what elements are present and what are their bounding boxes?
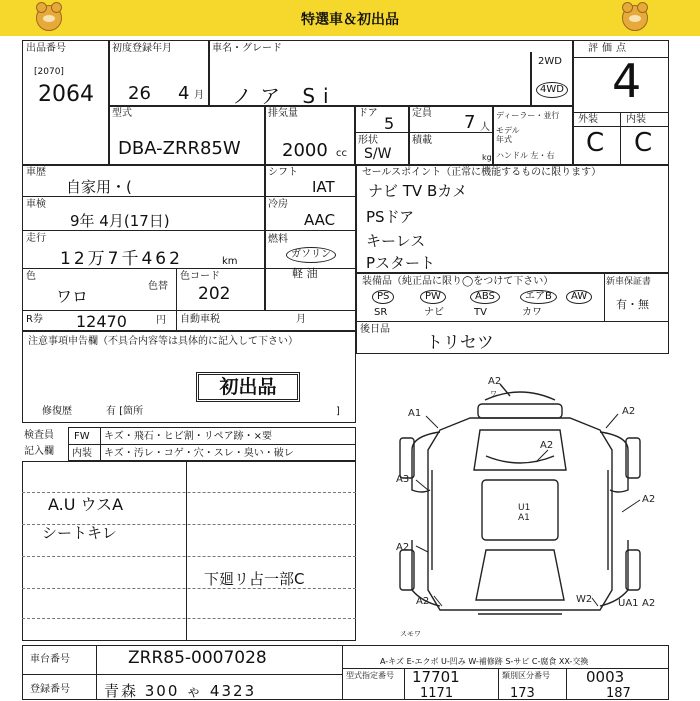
- load-label: 積載: [412, 135, 432, 146]
- displacement-unit: cc: [336, 148, 347, 159]
- lot-number-label: 出品番号: [26, 43, 66, 54]
- shape-label: 形状: [358, 135, 378, 146]
- class-value: 0003: [586, 668, 625, 686]
- handwritten-notes-box: [22, 461, 356, 641]
- recycle-label: R券: [26, 314, 43, 325]
- damage-mark: U1: [518, 503, 531, 513]
- equip-tv: TV: [474, 307, 487, 318]
- dimension-width: 173: [510, 686, 535, 701]
- first-registration-month: 4: [178, 83, 190, 104]
- ac-value: AAC: [304, 211, 336, 229]
- damage-mark: A2: [622, 406, 636, 417]
- evaluation-label: 評価点: [588, 43, 630, 54]
- registration-value: 青森 300 ゃ 4323: [104, 682, 257, 700]
- fuel-alt: 軽 油: [292, 267, 318, 280]
- equipment-label: 装備品（純正品に限り◯をつけて下さい）: [362, 276, 554, 287]
- recycle-unit: 円: [156, 315, 166, 326]
- notes-label: 注意事項申告欄（不具合内容等は具体的に記入して下さい）: [28, 336, 298, 347]
- tax-month-unit: 月: [296, 314, 306, 325]
- damage-mark: A2: [396, 542, 410, 553]
- damage-mark: UA1: [618, 598, 639, 609]
- interior-label: 内装: [626, 114, 646, 125]
- drive-4wd-circled: 4WD: [536, 82, 568, 98]
- drive-2wd: 2WD: [538, 56, 562, 67]
- cert-value: 17701: [412, 668, 460, 686]
- handwritten-note: シートキレ: [42, 524, 117, 542]
- damage-legend: A-キズ E-エクボ U-凹み W-補修跡 S-サビ C-腐食 XX-交換: [380, 657, 589, 666]
- shift-label: シフト: [268, 167, 298, 178]
- equip-aw: AW: [566, 290, 592, 304]
- color-swap-label: 色替: [148, 281, 168, 292]
- first-registration-label: 初度登録年月: [112, 43, 172, 54]
- color-code-value: 202: [198, 284, 231, 304]
- equip-sr: SR: [374, 307, 388, 318]
- repair-history-label: 修復歴: [42, 406, 72, 417]
- handwritten-note: A.U ウスA: [48, 495, 124, 514]
- history-value: 自家用・(: [66, 178, 132, 196]
- damage-mark: A1: [518, 513, 530, 523]
- equip-pw: PW: [420, 290, 446, 304]
- exterior-grade: C: [586, 128, 605, 158]
- damage-mark: A1: [408, 408, 422, 419]
- seats-value: 7: [464, 112, 476, 133]
- later-items-value: トリセツ: [426, 333, 494, 353]
- car-name-label: 車名・グレード: [212, 43, 282, 54]
- damage-mark: A2: [488, 376, 502, 387]
- dimension-length: 1171: [420, 686, 454, 701]
- damage-mark: A2: [642, 598, 656, 609]
- interior-check-items: キズ・汚レ・コゲ・穴・スレ・臭い・破レ: [104, 448, 294, 459]
- interior-check-label: 内装: [72, 448, 92, 459]
- interior-grade: C: [634, 128, 653, 158]
- registration-label: 登録番号: [30, 684, 70, 695]
- color-code-label: 色コード: [180, 271, 220, 282]
- equip-abs: ABS: [470, 290, 500, 304]
- dimension-height: 187: [606, 686, 631, 701]
- mileage-value: 12万7千462: [60, 249, 183, 269]
- repair-history-close: ]: [336, 406, 340, 417]
- inspector-label: 検査員: [24, 430, 54, 441]
- tax-label: 自動車税: [180, 314, 220, 325]
- chassis-label: 車台番号: [30, 654, 70, 665]
- later-items-label: 後日品: [360, 324, 390, 335]
- selling-point-item: キーレス: [366, 232, 426, 250]
- seats-unit: 人: [480, 122, 490, 133]
- model-value: DBA-ZRR85W: [118, 138, 241, 159]
- lot-code: [2070]: [34, 67, 64, 77]
- fuel-label: 燃料: [268, 234, 288, 245]
- cert-label: 型式指定番号: [346, 671, 394, 680]
- model-label: 型式: [112, 108, 132, 119]
- damage-mark: A2: [642, 494, 656, 505]
- seats-label: 定員: [412, 108, 432, 119]
- fuel-value-circled: ガソリン: [286, 247, 336, 263]
- history-label: 車歴: [26, 167, 46, 178]
- selling-point-item: ナビ TV Bカメ: [368, 182, 468, 200]
- damage-mark: ワ: [490, 390, 497, 398]
- car-damage-diagram: [360, 370, 670, 640]
- fw-label: FW: [74, 431, 90, 442]
- model-year-label: モデル年式: [496, 126, 520, 144]
- door-label: ドア: [358, 108, 378, 119]
- equip-airbag: エアB: [520, 290, 557, 304]
- color-value: ワロ: [56, 287, 89, 306]
- repair-history-value: 有 [箇所: [106, 406, 144, 417]
- equip-navi: ナビ: [424, 307, 444, 318]
- car-name-value: ノア Si: [232, 84, 337, 108]
- mileage-label: 走行: [26, 233, 46, 244]
- shift-value: IAT: [312, 178, 335, 196]
- damage-mark: A2: [540, 440, 554, 451]
- handle-label: ハンドル 左・右: [496, 151, 555, 160]
- ac-label: 冷房: [268, 199, 288, 210]
- page-title: 特選車＆初出品: [301, 12, 399, 28]
- inspection-value: 9年 4月(17日): [70, 212, 170, 230]
- recycle-value: 12470: [76, 312, 127, 331]
- damage-mark: A3: [396, 474, 410, 485]
- inspection-label: 車検: [26, 199, 46, 210]
- chassis-value: ZRR85-0007028: [128, 648, 267, 668]
- equip-ps: PS: [372, 290, 394, 304]
- new-car-warranty-value: 有・無: [616, 298, 649, 311]
- handwritten-note: 下廻リ占一部C: [204, 570, 305, 588]
- door-value: 5: [384, 114, 395, 133]
- load-unit: kg: [482, 153, 492, 162]
- selling-point-item: PSドア: [366, 208, 415, 226]
- new-car-warranty-label: 新車保証書: [606, 277, 652, 287]
- first-registration-year: 26: [128, 83, 151, 104]
- displacement-label: 排気量: [268, 108, 298, 119]
- damage-mark: スモワ: [400, 630, 421, 638]
- month-unit: 月: [194, 90, 204, 101]
- first-listing-stamp: 初出品: [196, 372, 300, 402]
- selling-point-item: Pスタート: [366, 254, 436, 272]
- exterior-label: 外装: [578, 114, 598, 125]
- damage-mark: A2: [416, 596, 430, 607]
- damage-mark: W2: [576, 594, 593, 605]
- shape-value: S/W: [364, 146, 392, 162]
- class-label: 類別区分番号: [502, 671, 550, 680]
- color-label: 色: [26, 271, 36, 282]
- equip-leather: カワ: [522, 307, 542, 318]
- dealer-label: ディーラー・並行: [496, 111, 560, 120]
- mileage-unit: km: [222, 256, 238, 267]
- fw-items: キズ・飛石・ヒビ割・リペア跡・×要: [104, 431, 272, 442]
- selling-points-label: セールスポイント（正常に機能するものに限ります）: [362, 167, 602, 178]
- lot-number: 2064: [38, 82, 94, 107]
- inspector-label-2: 記入欄: [24, 446, 54, 457]
- evaluation-score: 4: [612, 54, 642, 108]
- displacement-value: 2000: [282, 140, 328, 161]
